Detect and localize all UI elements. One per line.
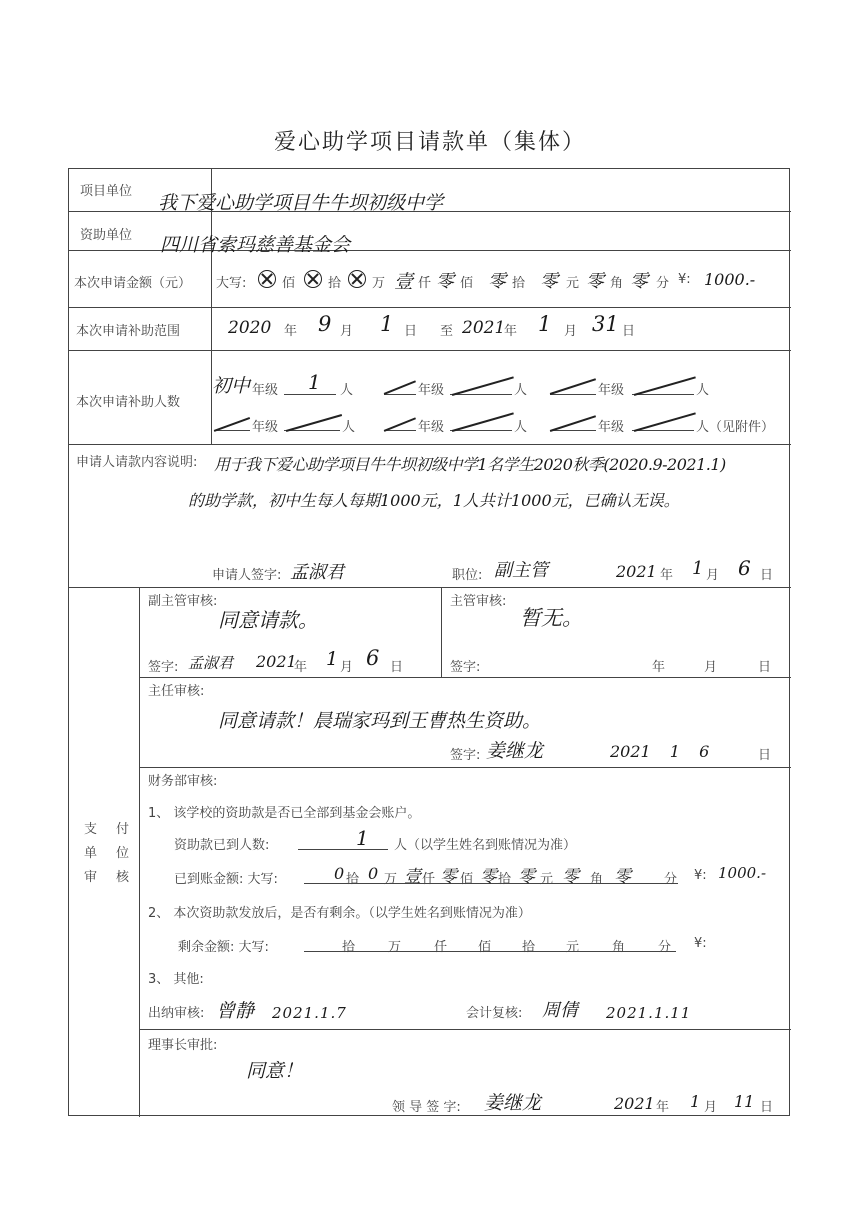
range-end-day: 31 [592,312,619,336]
amount-unit-yuan: 元 [566,276,580,291]
people-grade-value: 初中 [212,375,251,397]
accountant-signature: 周倩 [542,1000,578,1021]
side-label-char: 支 [84,822,98,837]
remain-unit: 拾 [522,940,536,955]
supervisor-year-unit: 年 [652,660,666,675]
range-month-unit: 月 [340,324,354,339]
amount-unit-bai2: 佰 [460,276,474,291]
arrived-shi-value: 0 [334,864,345,883]
finance-question-1: 1、 该学校的资助款是否已全部到基金会账户。 [148,806,421,821]
arrived-bai-value: 零 [440,867,457,887]
range-end-year: 2021 [462,318,506,338]
grade-label-3: 年级 [598,383,625,398]
amount-unit-fen: 分 [656,276,670,291]
arrived-people-label: 资助款已到人数: [174,838,270,853]
chairman-month-unit: 月 [704,1100,718,1115]
supervisor-review-label: 主管审核: [450,594,507,609]
crossed-circle-icon [304,270,322,288]
chairman-comment: 同意！ [246,1060,304,1082]
deputy-signature: 孟淑君 [188,654,234,672]
range-start-year: 2020 [228,318,272,338]
grade-label-1: 年级 [252,383,279,398]
amount-numeric: 1000.- [704,270,756,289]
request-year-unit: 年 [660,568,674,583]
arrived-unit-shi: 拾 [346,872,360,887]
chairman-year-unit: 年 [656,1100,670,1115]
funding-unit-label: 资助单位 [80,228,133,243]
remain-unit: 拾 [342,940,356,955]
project-unit-label: 项目单位 [80,184,133,199]
supervisor-sign-label: 签字: [450,660,481,675]
arrived-people-value: 1 [356,826,369,850]
deputy-day: 6 [366,646,380,670]
amount-prefix: 大写: [216,276,247,291]
request-year: 2021 [616,562,657,581]
amount-unit-qian: 仟 [418,276,432,291]
chairman-day-unit: 日 [760,1100,774,1115]
cashier-label: 出纳审核: [148,1006,205,1021]
side-label-char: 核 [116,870,130,885]
director-day-unit: 日 [758,748,772,763]
arrived-yuan-value: 零 [518,867,535,887]
request-line-2: 的助学款，初中生每人每期1000元，1人共计1000元，已确认无误。 [188,491,680,510]
project-unit-value: 我下爱心助学项目牛牛坝初级中学 [158,192,444,214]
director-review-label: 主任审核: [148,684,205,699]
range-to: 至 [440,324,454,339]
deputy-sign-label: 签字: [148,660,179,675]
side-label-char: 付 [116,822,130,837]
arrived-unit-yuan: 元 [540,872,554,887]
range-label: 本次申请补助范围 [76,324,181,339]
arrived-jiao-value: 零 [562,867,579,887]
finance-question-2: 2、 本次资助款发放后，是否有剩余。（以学生姓名到账情况为准） [148,906,531,921]
remain-unit: 分 [658,940,672,955]
crossed-circle-icon [348,270,366,288]
amount-fen-value: 零 [630,271,648,292]
amount-label: 本次申请金额（元） [74,276,192,291]
director-signature: 姜继龙 [486,740,544,762]
arrived-currency: ¥: [694,868,707,883]
request-label: 申请人请款内容说明: [76,455,198,470]
remain-amount-label: 剩余金额: 大写: [178,940,269,955]
amount-yuan-value: 零 [540,271,558,292]
request-month-unit: 月 [706,568,720,583]
deputy-month-unit: 月 [340,660,354,675]
range-start-month: 9 [318,312,332,336]
position-value: 副主管 [494,560,548,581]
deputy-comment: 同意请款。 [218,608,318,632]
deputy-year: 2021 [256,652,297,671]
range-day-unit-2: 日 [622,324,636,339]
finance-question-3: 3、 其他: [148,972,204,987]
people-count: 1 [308,370,321,394]
finance-review-label: 财务部审核: [148,774,218,789]
request-day-unit: 日 [760,568,774,583]
applicant-signature: 孟淑君 [290,562,344,583]
grade-label-2: 年级 [418,383,445,398]
arrived-numeric: 1000.- [718,864,767,882]
range-day-unit: 日 [404,324,418,339]
grade-label-4: 年级 [252,420,279,435]
person-label-4: 人 [342,420,356,435]
chairman-month: 1 [690,1092,701,1111]
grade-label-6: 年级 [598,420,625,435]
person-label-1: 人 [340,383,354,398]
range-end-month: 1 [538,312,552,336]
position-label: 职位: [452,568,483,583]
range-year-unit-2: 年 [504,324,518,339]
amount-currency: ¥: [678,272,691,287]
funding-unit-value: 四川省索玛慈善基金会 [160,234,351,256]
deputy-day-unit: 日 [390,660,404,675]
range-month-unit-2: 月 [564,324,578,339]
attachment-note: 人（见附件） [696,420,775,435]
amount-unit-wan: 万 [372,276,386,291]
arrived-people-unit: 人（以学生姓名到账情况为准） [394,838,577,853]
person-label-3: 人 [696,383,710,398]
side-label-char: 位 [116,846,130,861]
arrived-unit-shi2: 拾 [498,872,512,887]
request-month: 1 [692,558,704,579]
range-start-day: 1 [380,312,394,336]
form-title: 爱心助学项目请款单（集体） [273,130,586,155]
remain-currency: ¥: [694,936,707,951]
person-label-5: 人 [514,420,528,435]
remain-unit: 角 [612,940,626,955]
side-label-char: 审 [84,870,98,885]
range-year-unit: 年 [284,324,298,339]
chairman-approval-label: 理事长审批: [148,1038,218,1053]
arrived-shi2-value: 零 [480,867,497,887]
arrived-unit-fen: 分 [664,872,678,887]
amount-jiao-value: 零 [586,271,604,292]
request-line-1: 用于我下爱心助学项目牛牛坝初级中学1名学生2020秋季(2020.9-2021.1) [214,455,726,474]
cashier-signature: 曾静 [216,1000,255,1022]
director-sign-label: 签字: [450,748,481,763]
amount-unit-shi2: 拾 [512,276,526,291]
amount-unit-jiao: 角 [610,276,624,291]
director-date: 2021 1 6 [610,742,710,761]
arrived-unit-wan: 万 [384,872,398,887]
accountant-label: 会计复核: [466,1006,523,1021]
amount-shi-value: 零 [488,271,506,292]
amount-bai-value: 零 [436,271,454,292]
leader-signature: 姜继龙 [484,1092,542,1114]
arrived-unit-qian: 仟 [422,872,436,887]
supervisor-comment: 暂无。 [520,606,583,630]
request-day: 6 [738,556,751,580]
deputy-month: 1 [326,648,339,670]
arrived-fen-value: 零 [614,867,631,887]
deputy-review-label: 副主管审核: [148,594,218,609]
arrived-unit-jiao: 角 [590,872,604,887]
leader-sign-label: 领 导 签 字: [392,1100,461,1115]
remain-unit: 元 [566,940,580,955]
arrived-unit-bai: 佰 [460,872,474,887]
chairman-day: 11 [734,1092,755,1111]
arrived-qian-value: 壹 [404,867,421,887]
grade-label-5: 年级 [418,420,445,435]
amount-unit-shi: 拾 [328,276,342,291]
director-comment: 同意请款！晨瑞家玛到王曹热生资助。 [218,710,542,732]
arrived-amount-label: 已到账金额: 大写: [174,872,278,887]
remain-unit: 万 [388,940,402,955]
crossed-circle-icon [258,270,276,288]
applicant-sign-label: 申请人签字: [212,568,282,583]
supervisor-day-unit: 日 [758,660,772,675]
people-label: 本次申请补助人数 [76,395,181,410]
person-label-2: 人 [514,383,528,398]
amount-unit-bai: 佰 [282,276,296,291]
arrived-wan-value: 0 [368,864,379,883]
chairman-year: 2021 [614,1094,655,1113]
cashier-date: 2021.1.7 [272,1004,347,1022]
side-label-char: 单 [84,846,98,861]
remain-unit: 仟 [434,940,448,955]
accountant-date: 2021.1.11 [606,1004,692,1022]
remain-unit: 佰 [478,940,492,955]
amount-qian-value: 壹 [394,271,414,293]
supervisor-month-unit: 月 [704,660,718,675]
deputy-year-unit: 年 [294,660,308,675]
